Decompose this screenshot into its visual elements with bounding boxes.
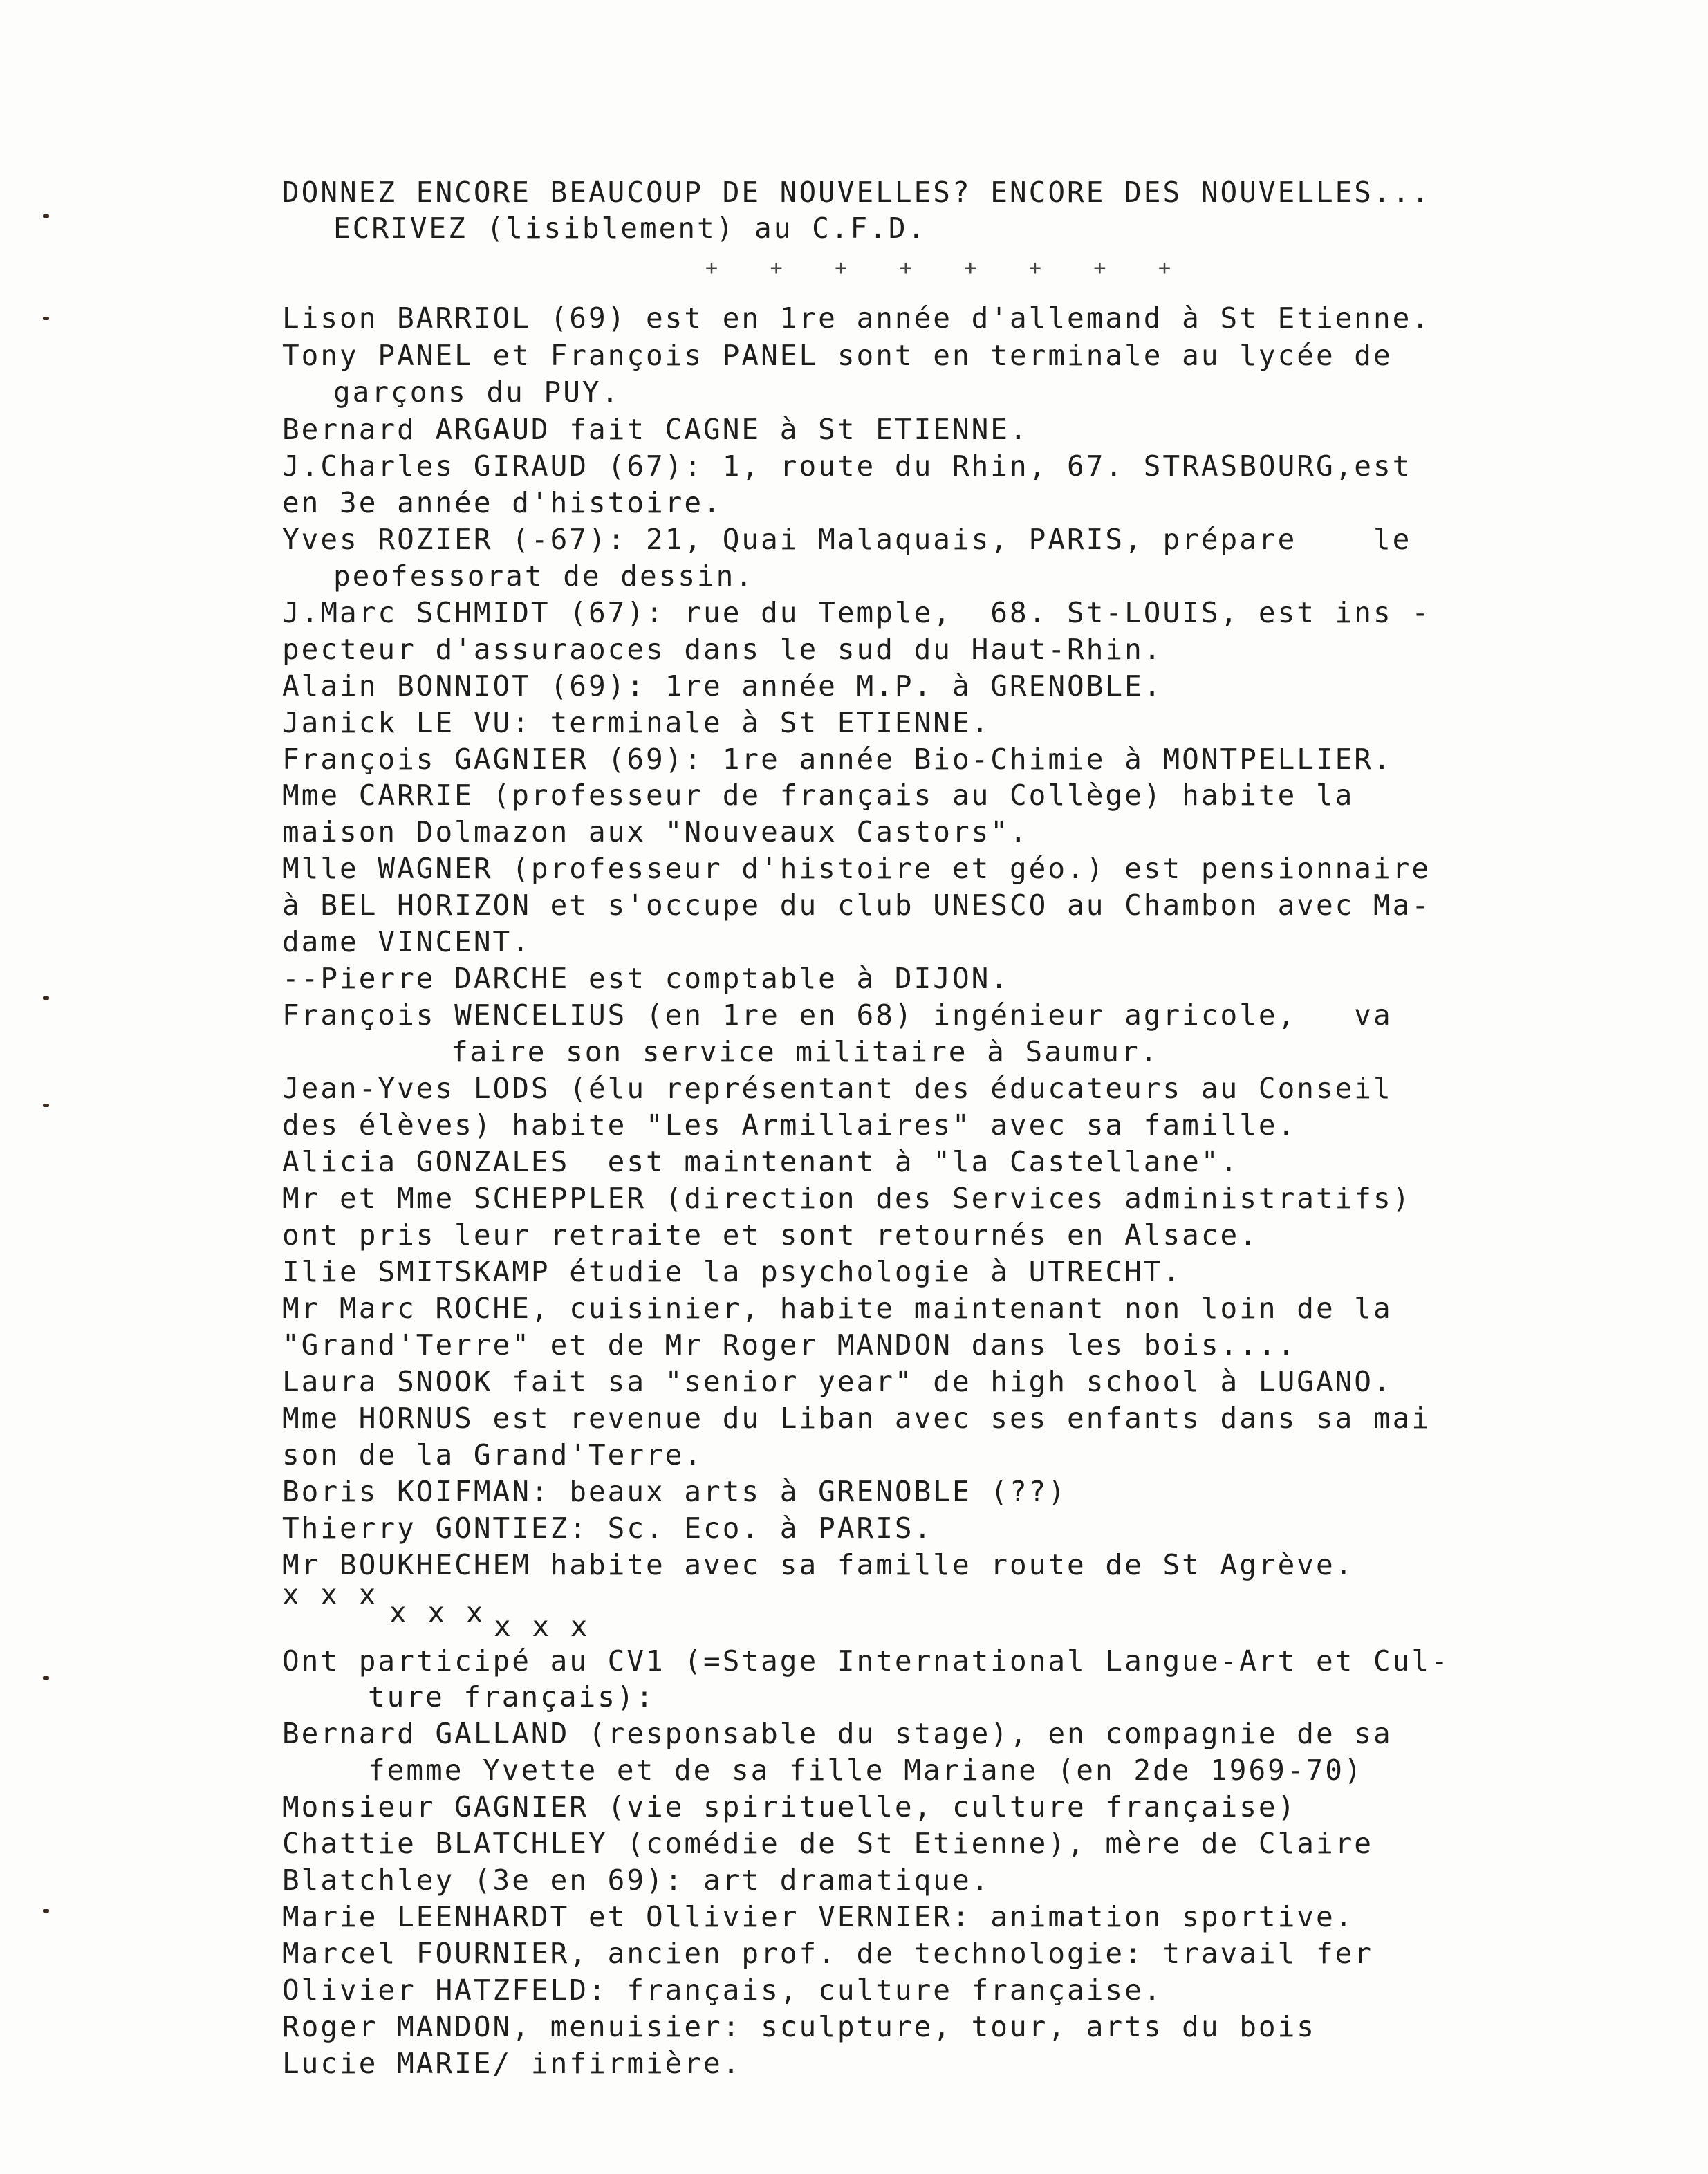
news-line: son de la Grand'Terre. — [282, 1438, 704, 1471]
news-line: ont pris leur retraite et sont retournés en Alsace. — [282, 1218, 1259, 1252]
news-line: des élèves) habite "Les Armillaires" avec sa famille. — [282, 1108, 1297, 1142]
separator-cross: + — [835, 256, 850, 280]
news-line: Yves ROZIER (-67): 21, Quai Malaquais, PARIS, prépare le — [282, 523, 1412, 556]
stage-line: Bernard GALLAND (responsable du stage), en compagnie de sa — [282, 1717, 1393, 1750]
stage-line: Roger MANDON, menuisier: sculpture, tour, arts du bois — [282, 2010, 1316, 2043]
margin-mark — [43, 214, 49, 218]
news-line: Tony PANEL et François PANEL sont en terminale au lycée de — [282, 339, 1393, 372]
news-line: Mme HORNUS est revenue du Liban avec ses enfants dans sa mai — [282, 1402, 1431, 1435]
news-line: François WENCELIUS (en 1re en 68) ingénieur agricole, va — [282, 998, 1393, 1032]
news-line: dame VINCENT. — [282, 925, 531, 958]
news-line: Janick LE VU: terminale à St ETIENNE. — [282, 706, 991, 739]
stage-line: Marie LEENHARDT et Ollivier VERNIER: animation sportive. — [282, 1900, 1355, 1933]
news-line: garçons du PUY. — [333, 375, 621, 409]
separator-cross: + — [964, 256, 979, 280]
margin-mark — [43, 996, 49, 1000]
news-line: Alain BONNIOT (69): 1re année M.P. à GRENOBLE. — [282, 669, 1163, 703]
news-line: J.Charles GIRAUD (67): 1, route du Rhin, 67. STRASBOURG,est — [282, 449, 1412, 483]
divider-crosses-2: x x x — [389, 1596, 485, 1629]
news-line: pecteur d'assuraoces dans le sud du Haut-Rhin. — [282, 633, 1163, 666]
stage-line: Marcel FOURNIER, ancien prof. de technologie: travail fer — [282, 1937, 1373, 1970]
separator-cross: + — [1093, 256, 1108, 280]
separator-cross: + — [1158, 256, 1173, 280]
divider-crosses-1: x x x — [282, 1578, 378, 1611]
separator-crosses — [705, 258, 1173, 279]
news-line: en 3e année d'histoire. — [282, 486, 723, 519]
stage-line: Blatchley (3e en 69): art dramatique. — [282, 1864, 991, 1897]
margin-mark — [43, 317, 49, 320]
news-line: Ilie SMITSKAMP étudie la psychologie à UTRECHT. — [282, 1255, 1182, 1288]
news-line: Mr et Mme SCHEPPLER (direction des Services administratifs) — [282, 1182, 1412, 1215]
news-line: Lison BARRIOL (69) est en 1re année d'allemand à St Etienne. — [282, 301, 1431, 335]
news-line: Mlle WAGNER (professeur d'histoire et géo.) est pensionnaire — [282, 852, 1431, 885]
news-line: Mme CARRIE (professeur de français au Collège) habite la — [282, 779, 1355, 812]
news-line: peofessorat de dessin. — [333, 559, 755, 593]
separator-cross: + — [705, 256, 721, 280]
news-line: Boris KOIFMAN: beaux arts à GRENOBLE (??) — [282, 1475, 1068, 1508]
news-line: Thierry GONTIEZ: Sc. Eco. à PARIS. — [282, 1512, 934, 1545]
stage-line: Ont participé au CV1 (=Stage International Langue-Art et Cul- — [282, 1644, 1450, 1678]
separator-cross: + — [899, 256, 914, 280]
news-line: à BEL HORIZON et s'occupe du club UNESCO au Chambon avec Ma- — [282, 889, 1431, 922]
margin-mark — [43, 1909, 49, 1913]
news-line: Alicia GONZALES est maintenant à "la Castellane". — [282, 1145, 1240, 1178]
news-line: Bernard ARGAUD fait CAGNE à St ETIENNE. — [282, 413, 1029, 446]
news-line: --Pierre DARCHE est comptable à DIJON. — [282, 962, 1010, 995]
separator-cross: + — [770, 256, 785, 280]
stage-line: femme Yvette et de sa fille Mariane (en 2de 1969-70) — [368, 1754, 1364, 1787]
news-line: faire son service militaire à Saumur. — [451, 1035, 1160, 1068]
stage-line: Monsieur GAGNIER (vie spirituelle, culture française) — [282, 1790, 1297, 1823]
news-line: maison Dolmazon aux "Nouveaux Castors". — [282, 815, 1029, 848]
stage-line: ture français): — [368, 1680, 656, 1713]
header-subtitle: ECRIVEZ (lisiblement) au C.F.D. — [333, 212, 927, 245]
margin-mark — [43, 1676, 49, 1680]
news-line: François GAGNIER (69): 1re année Bio-Chimie à MONTPELLIER. — [282, 743, 1393, 776]
news-line: "Grand'Terre" et de Mr Roger MANDON dans les bois.... — [282, 1328, 1297, 1362]
news-line: Laura SNOOK fait sa "senior year" de high school à LUGANO. — [282, 1365, 1393, 1398]
news-line: Mr Marc ROCHE, cuisinier, habite maintenant non loin de la — [282, 1292, 1393, 1325]
separator-cross: + — [1028, 256, 1043, 280]
news-line: J.Marc SCHMIDT (67): rue du Temple, 68. St-LOUIS, est ins - — [282, 596, 1431, 629]
news-line: Mr BOUKHECHEM habite avec sa famille route de St Agrève. — [282, 1548, 1355, 1581]
stage-line: Olivier HATZFELD: français, culture française. — [282, 1973, 1163, 2007]
margin-mark — [43, 1104, 49, 1107]
news-line: Jean-Yves LODS (élu représentant des éducateurs au Conseil — [282, 1072, 1393, 1105]
stage-line: Lucie MARIE/ infirmière. — [282, 2047, 742, 2080]
divider-crosses-3: x x x — [494, 1610, 590, 1643]
header-title: DONNEZ ENCORE BEAUCOUP DE NOUVELLES? ENCORE DES NOUVELLES... — [282, 176, 1431, 209]
stage-line: Chattie BLATCHLEY (comédie de St Etienne), mère de Claire — [282, 1827, 1373, 1860]
